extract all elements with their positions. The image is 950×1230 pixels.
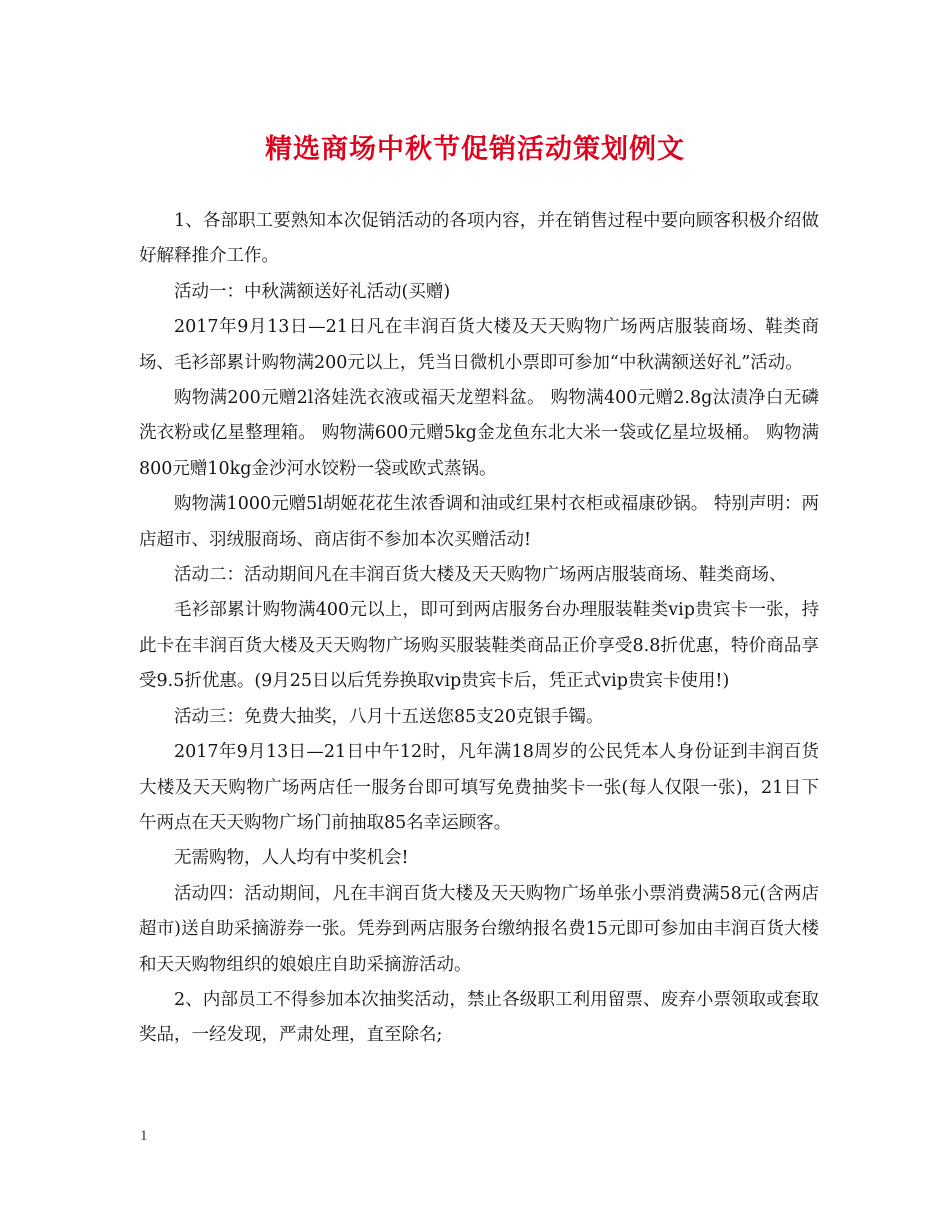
- paragraph-activity-3-detail: 2017年9月13日—21日中午12时，凡年满18周岁的公民凭本人身份证到丰润百货大楼及天天购物广场两店任一服务台即可填写免费抽奖卡一张(每人仅限一张)，21日下午两点在天天购物广场门前抽取85名幸运顾客。: [139, 742, 819, 833]
- paragraph-activity-1-heading: 活动一：中秋满额送好礼活动(买赠): [174, 281, 451, 302]
- paragraph-activity-2-detail: 毛衫部累计购物满400元以上，即可到两店服务台办理服装鞋类vip贵宾卡一张，持此卡在丰润百货大楼及天天购物广场购买服装鞋类商品正价享受8.8折优惠，特价商品享受9.5折优惠。(9月25日以后凭券换取vip贵宾卡后，凭正式vip贵宾卡使用!): [139, 600, 819, 692]
- paragraph-activity-1-detail: 2017年9月13日—21日凡在丰润百货大楼及天天购物广场两店服装商场、鞋类商场、毛衫部累计购物满200元以上，凭当日微机小票即可参加“中秋满额送好礼”活动。: [139, 317, 819, 373]
- paragraph-activity-4: 活动四：活动期间，凡在丰润百货大楼及天天购物广场单张小票消费满58元(含两店超市)送自助采摘游券一张。凭券到两店服务台缴纳报名费15元即可参加由丰润百货大楼和天天购物组织的娘娘庄自助采摘游活动。: [139, 883, 819, 975]
- paragraph-1: 1、各部职工要熟知本次促销活动的各项内容，并在销售过程中要向顾客积极介绍做好解释推介工作。: [139, 211, 819, 267]
- paragraph-activity-2-heading: 活动二：活动期间凡在丰润百货大楼及天天购物广场两店服装商场、鞋类商场、: [174, 565, 787, 586]
- document-title: 精选商场中秋节促销活动策划例文: [265, 134, 685, 165]
- paragraph-activity-3-heading: 活动三：免费大抽奖，八月十五送您85支20克银手镯。: [174, 706, 604, 727]
- paragraph-activity-1-tiers-cont: 购物满1000元赠5l胡姬花花生浓香调和油或红果村衣柜或福康砂锅。 特别声明：两店超市、羽绒服商场、商店街不参加本次买赠活动!: [139, 494, 819, 550]
- page-number: 1: [140, 1128, 148, 1144]
- document-body: [139, 204, 819, 1054]
- paragraph-2: 2、内部员工不得参加本次抽奖活动，禁止各级职工利用留票、废弃小票领取或套取奖品，一经发现，严肃处理，直至除名;: [139, 989, 819, 1046]
- paragraph-activity-3-note: 无需购物，人人均有中奖机会!: [174, 848, 409, 869]
- paragraph-activity-1-tiers: 购物满200元赠2l洛娃洗衣液或福天龙塑料盆。 购物满400元赠2.8g汰渍净白无磷洗衣粉或亿星整理箱。 购物满600元赠5kg金龙鱼东北大米一袋或亿星垃圾桶。 购物满800元赠10kg金沙河水饺粉一袋或欧式蒸锅。: [139, 388, 819, 479]
